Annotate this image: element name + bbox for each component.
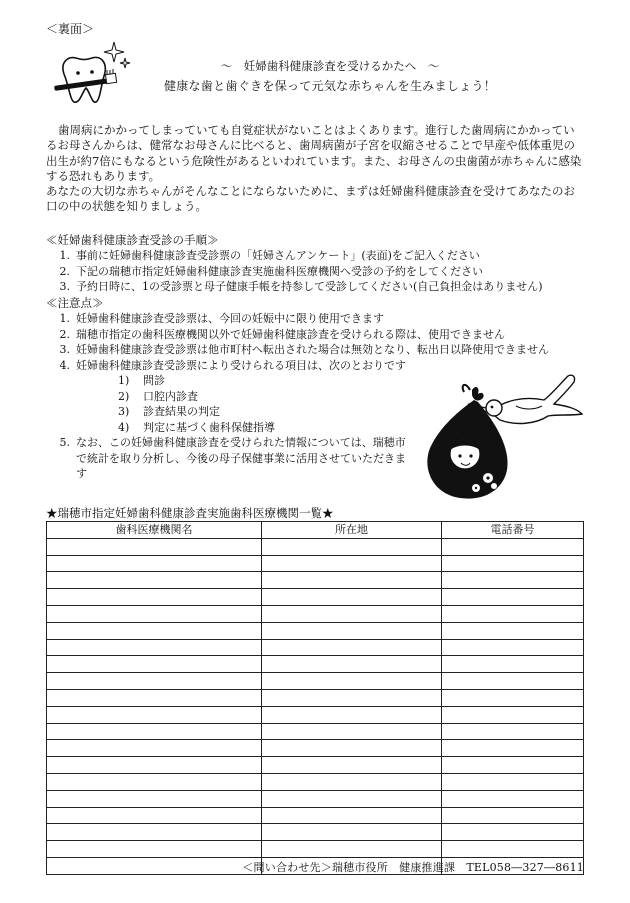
table-cell [47,673,262,690]
table-cell [47,572,262,589]
table-cell [442,757,584,774]
list-item [46,435,416,482]
table-row [47,605,584,622]
list-number: 5. [59,436,70,449]
intro-text [46,123,586,215]
table-cell [262,538,442,555]
sub-list-text: 診査結果の判定 [143,405,220,418]
sparkle-icon [104,42,130,68]
table-cell [442,605,584,622]
table-cell [262,589,442,606]
table-cell [442,673,584,690]
table-row [47,639,584,656]
list-text: 妊婦歯科健康診査受診票により受けられる項目は、次のとおりです [76,358,406,372]
table-row [47,757,584,774]
sub-list-text: 問診 [143,374,165,387]
notes-heading: ≪注意点≫ [46,296,104,310]
table-cell [442,689,584,706]
table-row [47,773,584,790]
table-cell [262,841,442,858]
table-cell [442,622,584,639]
table-cell [442,639,584,656]
table-cell [47,790,262,807]
list-item [46,264,586,280]
table-cell [262,757,442,774]
list-text: 下記の瑞穂市指定妊婦歯科健康診査実施歯科医療機関へ受診の予約をしてください [76,264,483,278]
table-cell [262,824,442,841]
table-cell [442,656,584,673]
table-cell [262,673,442,690]
list-number: 3. [59,343,70,356]
table-cell [47,706,262,723]
notes-list [46,311,586,373]
table-cell [262,723,442,740]
table-cell [442,773,584,790]
table-row [47,740,584,757]
list-number: 1. [59,312,70,325]
sub-list-number: 2) [118,389,130,403]
stork-carrying-baby-icon [420,370,585,505]
list-item [46,311,586,327]
table-row [47,841,584,858]
table-cell [442,807,584,824]
page-title: 〜 妊婦歯科健康診査を受けるかたへ 〜 [220,59,440,73]
table-cell [262,572,442,589]
table-cell [262,656,442,673]
table-cell [442,572,584,589]
table-cell [47,841,262,858]
notes-list-item-5 [46,435,416,482]
table-cell [47,622,262,639]
sub-list-number: 3) [118,405,130,418]
column-header-address: 所在地 [262,522,442,539]
list-number: 3. [59,280,70,293]
table-cell [47,740,262,757]
procedure-section [46,233,586,295]
table-cell [47,656,262,673]
list-number: 2. [59,327,70,341]
table-cell [442,555,584,572]
table-title: ★瑞穂市指定妊婦歯科健康診査実施歯科医療機関一覧★ [46,506,334,520]
table-cell [47,689,262,706]
list-text: 事前に妊婦歯科健康診査受診票の「妊婦さんアンケート」(表面)をご記入ください [76,249,480,262]
table-cell [442,706,584,723]
tooth-with-toothbrush-icon [50,40,135,110]
table-cell [47,555,262,572]
table-cell [262,706,442,723]
table-row [47,656,584,673]
table-cell [442,740,584,757]
table-cell [47,723,262,740]
table-row [47,706,584,723]
table-cell [442,824,584,841]
table-row [47,673,584,690]
list-number: 1. [59,249,70,262]
table-cell [442,538,584,555]
table-cell [262,773,442,790]
table-header-row [47,522,584,539]
list-text: なお、この妊婦歯科健康診査を受けられた情報については、瑞穂市で統計を取り分析し、今後の母子保健事業に活用させていただきます [76,436,406,480]
list-item [46,342,586,358]
table-cell [47,538,262,555]
table-cell [442,841,584,858]
table-cell [47,589,262,606]
table-row [47,689,584,706]
list-text: 妊婦歯科健康診査受診票は、今回の妊娠中に限り使用できます [76,312,384,325]
table-row [47,807,584,824]
table-cell [47,757,262,774]
page-subtitle: 健康な歯と歯ぐきを保って元気な赤ちゃんを生みましょう！ [163,79,497,93]
page-label: ＜裏面＞ [46,22,95,36]
table-cell [442,589,584,606]
table-cell [262,555,442,572]
list-item [46,248,586,264]
intro-paragraph-2: あなたの大切な赤ちゃんがそんなことにならないために、まずは妊婦歯科健康診査を受けてあなたのお口の中の状態を知りましょう。 [46,184,575,214]
table-row [47,824,584,841]
table-row [47,538,584,555]
table-row [47,723,584,740]
table-cell [442,723,584,740]
list-text: 妊婦歯科健康診査受診票は他市町村へ転出された場合は無効となり、転出日以降使用できません [76,343,549,356]
procedure-heading: ≪妊婦歯科健康診査受診の手順≫ [46,233,219,247]
table-cell [47,857,262,874]
table-cell [262,740,442,757]
intro-paragraph-1: 歯周病にかかってしまっていても自覚症状がないことはよくあります。進行した歯周病にかかっているお母さんからは、健常なお母さんに比べると、歯周病菌が子宮を収縮させることで早産や低体重児の出生が約7倍にもなるという危険性があるといわれています。また、お母さんの虫歯菌が赤ちゃんに感染する恐れもあります。 [46,123,582,183]
sub-list-text: 判定に基づく歯科保健指導 [143,420,275,434]
institution-table [46,521,584,875]
column-header-clinic-name: 歯科医療機関名 [47,522,262,539]
table-row [47,572,584,589]
table-cell [47,639,262,656]
contact-footer: ＜問い合わせ先＞瑞穂市役所 健康推進課 TEL058―327―8611 [242,861,584,874]
table-cell [262,639,442,656]
sub-list-number: 4) [118,420,130,434]
table-cell [262,689,442,706]
list-item [46,279,586,295]
table-cell [442,790,584,807]
table-cell [47,824,262,841]
list-text: 予約日時に、1の受診票と母子健康手帳を持参して受診してください(自己負担金はありません) [76,280,543,293]
list-text: 瑞穂市指定の歯科医療機関以外で妊婦歯科健康診査を受けられる際は、使用できません [76,327,505,341]
table-cell [47,605,262,622]
table-row [47,790,584,807]
list-number: 2. [59,264,70,278]
sub-list-text: 口腔内診査 [143,389,198,403]
table-cell [262,622,442,639]
list-item [46,327,586,343]
table-cell [262,605,442,622]
procedure-list [46,248,586,295]
sub-list-number: 1) [118,374,130,387]
table-row [47,555,584,572]
list-number: 4. [59,358,70,372]
table-cell [47,807,262,824]
table-row [47,622,584,639]
table-cell [262,807,442,824]
column-header-phone: 電話番号 [442,522,584,539]
table-cell [262,790,442,807]
table-row [47,589,584,606]
table-cell [47,773,262,790]
